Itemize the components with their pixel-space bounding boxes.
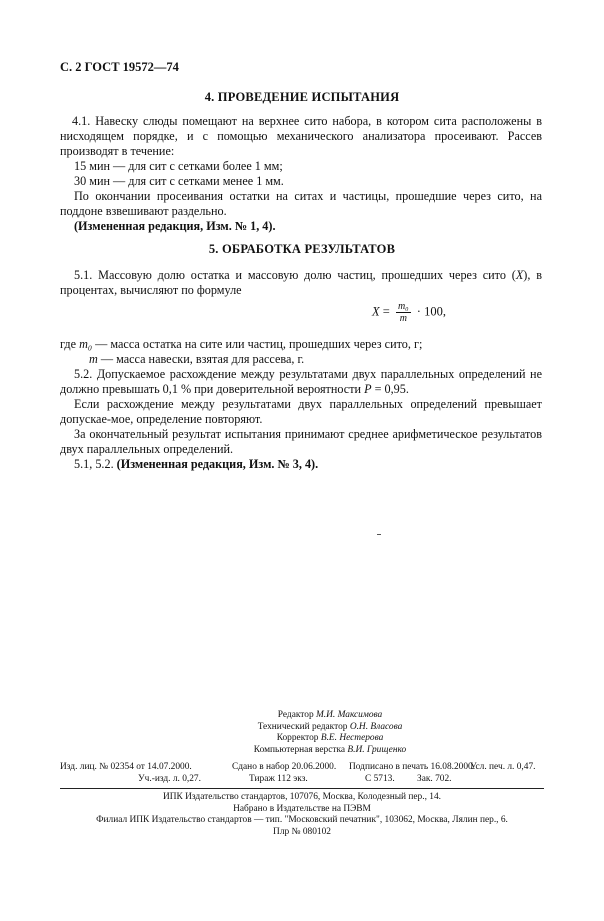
amendment-note-5-prefix: 5.1, 5.2. bbox=[74, 457, 117, 471]
credit-tech-name: О.Н. Власова bbox=[349, 721, 403, 732]
imprint-signed: Подписано в печать 16.08.2000. bbox=[349, 762, 476, 772]
paragraph-5-2-text-a: 5.2. Допускаемое расхождение между результатами двух параллельных определений не должно превышать 0,1 % при доверительной вероятности bbox=[60, 367, 542, 396]
credit-editor-name: М.И. Максимова bbox=[315, 710, 383, 720]
publisher-line-4: Плр № 080102 bbox=[273, 826, 331, 837]
imprint-c-number: С 5713. bbox=[365, 774, 395, 784]
divider-rule bbox=[60, 788, 544, 789]
amendment-note-4: (Измененная редакция, Изм. № 1, 4). bbox=[74, 219, 276, 233]
credit-corrector-name: В.Е. Нестерова bbox=[320, 733, 384, 743]
variable-m0: m₀ bbox=[79, 337, 93, 351]
paragraph-5-2-text-b: = 0,95. bbox=[371, 382, 409, 396]
imprint-sent: Сдано в набор 20.06.2000. bbox=[232, 762, 337, 772]
section-5-title: 5. ОБРАБОТКА РЕЗУЛЬТАТОВ bbox=[208, 242, 396, 256]
where-m0-text: — масса остатка на сите или частиц, прошедших через сито, г; bbox=[92, 337, 423, 351]
publisher-line-3: Филиал ИПК Издательство стандартов — тип. "Московский печатник", 103062, Москва, Лялин пер., 6. bbox=[96, 815, 508, 825]
paragraph-5-1 bbox=[60, 268, 542, 298]
variable-x: X bbox=[515, 268, 524, 282]
paragraph-weighing: По окончании просеивания остатки на ситах и частицы, прошедшие через сито, на поддоне взвешивают раздельно. bbox=[60, 189, 542, 218]
paragraph-final: За окончательный результат испытания принимают среднее арифметическое результатов двух параллельных определений. bbox=[60, 427, 542, 456]
formula-numerator: m₀ bbox=[397, 301, 409, 312]
imprint-pub-sheets: Уч.-изд. л. 0,27. bbox=[138, 774, 201, 784]
imprint-order: Зак. 702. bbox=[417, 774, 452, 784]
formula-lhs: X bbox=[372, 304, 380, 319]
variable-p: P bbox=[364, 382, 372, 396]
paragraph-5-2 bbox=[60, 367, 542, 397]
duration-line-30: 30 мин — для сит с сетками менее 1 мм. bbox=[74, 174, 284, 188]
imprint-copies: Тираж 112 экз. bbox=[249, 774, 308, 784]
credits-block bbox=[0, 710, 604, 756]
credit-corrector bbox=[0, 733, 604, 745]
formula bbox=[372, 301, 446, 324]
credit-layout-label: Компьютерная верстка bbox=[253, 744, 348, 755]
imprint-license: Изд. лиц. № 02354 от 14.07.2000. bbox=[60, 762, 192, 772]
formula-fraction bbox=[396, 301, 411, 324]
amendment-note-5 bbox=[74, 457, 318, 472]
publisher-line-1: ИПК Издательство стандартов, 107076, Москва, Колодезный пер., 14. bbox=[162, 792, 441, 802]
where-line-m bbox=[89, 352, 304, 367]
formula-denominator: m bbox=[399, 313, 407, 324]
where-m-text: — масса навески, взятая для рассева, г. bbox=[97, 352, 305, 366]
imprint-print-sheets: Усл. печ. л. 0,47. bbox=[470, 762, 536, 772]
credit-corrector-label: Корректор bbox=[276, 733, 321, 743]
credit-layout bbox=[0, 745, 604, 757]
credit-editor bbox=[0, 710, 604, 722]
credit-layout-name: В.И. Грищенко bbox=[347, 744, 407, 755]
credit-editor-label: Редактор bbox=[277, 710, 316, 720]
page-header: С. 2 ГОСТ 19572—74 bbox=[60, 60, 179, 74]
where-prefix: где bbox=[60, 337, 80, 351]
where-line-m0 bbox=[60, 337, 422, 352]
paragraph-4-1: 4.1. Навеску слюды помещают на верхнее сито набора, в котором сита расположены в нисходящем порядке, и с помощью механического анализатора просеивают. Рассев производят в течение: bbox=[60, 114, 542, 158]
formula-equals: = bbox=[382, 304, 390, 319]
paragraph-repeat: Если расхождение между результатами двух параллельных определений превышает допускае-мое, определение повторяют. bbox=[60, 397, 542, 426]
paragraph-5-1-text-b: ), в процентах, вычисляют по формуле bbox=[60, 268, 542, 297]
credit-tech-label: Технический редактор bbox=[257, 721, 350, 732]
stray-mark bbox=[377, 534, 381, 535]
section-4-title: 4. ПРОВЕДЕНИЕ ИСПЫТАНИЯ bbox=[204, 90, 400, 104]
credit-tech-editor bbox=[0, 722, 604, 734]
duration-line-15: 15 мин — для сит с сетками более 1 мм; bbox=[74, 159, 283, 173]
publisher-block bbox=[0, 792, 604, 838]
paragraph-5-1-text-a: 5.1. Массовую долю остатка и массовую долю частиц, прошедших через сито ( bbox=[74, 268, 516, 282]
publisher-line-2: Набрано в Издательстве на ПЭВМ bbox=[233, 803, 371, 814]
variable-m: m bbox=[89, 352, 98, 366]
formula-tail: · 100, bbox=[416, 304, 446, 319]
amendment-note-5-text: (Измененная редакция, Изм. № 3, 4). bbox=[116, 457, 319, 471]
